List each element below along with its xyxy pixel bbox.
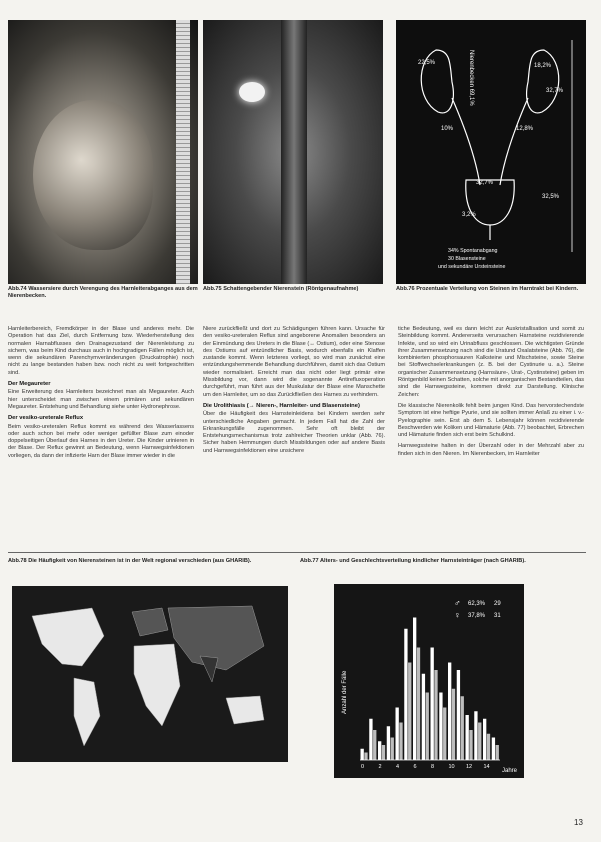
legend-male-count: 29 [494,601,501,607]
bar-female-4 [399,723,402,761]
right-kidney [527,50,559,113]
bar-female-14 [487,734,490,760]
bar-female-12 [469,730,472,760]
bar-male-5 [404,629,407,760]
vertical-label: Nierenbecken 69,1% [468,50,474,106]
bar-male-3 [387,726,390,760]
bottom-note-1: 34% Spontanabgang [448,248,498,254]
bar-male-13 [474,711,477,760]
paragraph: Harnleiterbereich, Fremdkörper in der Blase und anderes mehr. Die Operation hat das Ziel, durch Entfernung bzw. Wiederherstellung des normalen Harnabflusses den Drainagezustand der Nierenleistung zu sichern, was beim Kind durchaus auch in hochgradigen Fällen möglich ist, wenn die sekundären Parenchymveränderungen (Druckatrophie) noch nicht zu lange bestanden haben bzw. noch nicht zu weit fortgeschritten sind. [8,326,194,376]
bar-female-13 [478,723,481,761]
bar-male-4 [396,708,399,761]
paragraph: Die klassische Nierenkolik fehlt beim jungen Kind. Das hervorstechendste Symptom ist eine heftige Pyurie, und sie sollten immer Anlaß zu einer i. v.-Pyelographie sein. Erst ab dem 5. Lebensjahr können recidivierende Beschwerden wie Koliken und Hämaturie (Abb. 77) beobachtet, Erbrechen und Hämaturie finden sich erst beim Schulkind. [398,402,584,439]
x-axis-label: Jahre [502,768,518,774]
bottom-note-3: und sekundäre Ursteinsteine [438,264,506,270]
x-tick-label: 14 [483,764,490,770]
australia [226,696,264,724]
paragraph: Beim vesiko-ureteralen Reflux kommt es während des Wasserlassens oder auch schon bei mehr oder weniger gefüllter Blase zum einoder doppelseitigen Überlauf des Harnes in den Ureter. Die Kinder urinieren in der Blase. Der Reflux gewinnt an Bedeutung, wenn Harnwegsinfektionen vorliegen, da dann der infizierte Harn der Blase immer wieder in die [8,423,194,459]
bar-male-15 [492,738,495,761]
bladder-pct: 32,7% [476,180,494,186]
text-column-1 [8,326,194,464]
spine-shadow [281,20,307,284]
north-america [32,608,104,666]
page-number: 13 [574,818,583,827]
urinary-tract-diagram [396,20,586,284]
bar-female-6 [417,648,420,761]
fig76-caption: Abb.76 Prozentuale Verteilung von Steinen im Harntrakt bei Kindern. [396,286,579,292]
bar-female-10 [452,689,455,760]
legend-male-symbol: ♂ [454,598,461,608]
bar-male-14 [483,719,486,760]
section-heading: Die Urolithiasis (→ Nieren-, Harnleiter- und Blasensteine) [203,402,360,409]
europe [132,608,168,636]
left-ureter [452,98,480,185]
x-tick-label: 12 [466,764,473,770]
kidney-stone [239,82,265,102]
side-bladder-pct: 32,5% [542,194,560,200]
legend-female [454,610,501,620]
age-sex-bar-chart [334,584,524,778]
right-ureter [500,98,528,185]
text-column-2 [203,326,385,459]
bar-male-10 [448,663,451,761]
fig78-caption: Abb.78 Die Häufigkeit von Nierensteinen ist in der Welt regional verschieden (aus GHARIB). [8,558,252,564]
bar-female-9 [443,708,446,761]
bar-male-7 [422,674,425,760]
paragraph: Harnwegssteine halten in der Überzahl oder in der Mehrzahl aber zu finden sich in den Nieren. Im Nierenbecken, im Harnleiter [398,443,584,457]
paragraph: Eine Erweiterung des Harnleiters bezeichnet man als Megaureter. Auch hier unterscheidet man zwischen einem primären und sekundären Megaureter. Entstehung und Behandlung siehe unter Hydronephrose. [8,389,194,410]
x-tick-label: 10 [448,764,455,770]
x-tick-label: 2 [378,764,382,770]
bar-male-6 [413,618,416,761]
fig74-caption: Abb.74 Wassersiere durch Verengung des Harnleiterabganges aus dem Nierenbecken. [8,286,198,299]
section-heading: Der Megaureter [8,381,51,388]
bar-female-1 [373,730,376,760]
bar-female-15 [496,745,499,760]
bar-female-8 [434,670,437,760]
bar-female-5 [408,663,411,761]
bladder [466,180,514,225]
paragraph: Niere zurückfließt und dort zu Schädigungen führen kann. Ursache für den vesiko-ureteralen Reflux sind angeborene Anomalien besonders an der Einmündung des Ureters in die Blase (↔ Ostium), oder eine Stenose des Ostiums auf entzündlicher Basis, wodurch ebenfalls ein Klaffen zustande kommt. Wenn letzteres vorliegt, so wird man zunächst eine entzündungshemmende Behandlung durchführen, damit sich das Ostium wieder normalisiert. Erreicht man das nicht oder liegt primär eine Missbildung vor, dann wird die sogenannte Antirefluxoperation durchgeführt, man führt aus der Muskulatur der Blase eine Manschette um den Harnleiter, um so das Zurückfließen des Harnes zu verhindern. [203,326,385,398]
paragraph: tiche Bedeutung, weil es dann leicht zur Auskristallisation und somit zu Steinbildung kommt. Andererseits verursachen Harnsteine rezidivierende Infekte, und so wird ein Urinabfluss geschlossen. Die wichtigsten Gründe ihrer Zusammensetzung nach sind die Uratund Oxalatsteine (Abb. 76), die kombinierten phosphorsauren Kalksteine und Mischsteine, sowie Steine bei Stoffwechselerkrankungen (z. B. bei der Cystinurie u. a.). Steine organischer Zusammensetzung (Harnsäure-, Urat-, Cystinsteine) geben im Röntgenbild keinen Schatten, solche mit anorganischen Bestandteilen, das sind die Harnwegssteine, kommen direkt zur Darstellung. Klinische Zeichen: [398,326,584,398]
bar-male-11 [457,670,460,760]
fig74-photo [8,20,198,284]
left-kidney-pct: 22,5% [418,60,436,66]
fig75-xray [203,20,383,284]
x-tick-label: 4 [396,764,400,770]
legend-female-pct: 37,8% [468,613,486,619]
section-heading: Der vesiko-ureterale Reflux [8,415,84,422]
fig77-chart [334,584,524,778]
africa [134,644,180,726]
kidney-specimen [33,100,153,250]
right-outer-pct: 32,7% [546,88,564,94]
bottom-note-2: 30 Blasensteine [448,256,486,262]
legend-male [454,598,501,608]
x-tick-label: 0 [361,764,365,770]
bar-female-0 [364,753,367,761]
y-axis-label: Anzahl der Fälle [342,670,348,714]
bar-female-3 [391,738,394,761]
fig76-diagram [396,20,586,284]
bar-male-0 [361,749,364,760]
text-column-3 [398,326,584,462]
x-tick-label: 6 [413,764,417,770]
x-tick-label: 8 [431,764,435,770]
bar-female-11 [461,696,464,760]
legend-female-symbol: ♀ [454,610,461,620]
bar-male-8 [431,648,434,761]
legend-female-count: 31 [494,613,501,619]
urethra-pct: 3,2% [462,212,476,218]
bar-male-1 [369,719,372,760]
fig75-caption: Abb.75 Schattengebender Nierenstein (Röntgenaufnahme) [203,286,359,292]
section-divider [8,552,586,553]
left-ureter-pct: 10% [441,126,454,132]
fig78-worldmap [12,586,288,762]
ruler [176,20,190,284]
bar-male-12 [466,715,469,760]
right-kidney-pct: 18,2% [534,63,552,69]
fig77-caption: Abb.77 Alters- und Geschlechtsverteilung kindlicher Harnsteinträger (nach GHARIB). [300,558,526,564]
india [200,656,218,682]
right-ureter-pct: 12,8% [516,126,534,132]
world-map [12,586,288,762]
legend-male-pct: 62,3% [468,601,486,607]
south-america [74,678,100,746]
bar-female-7 [426,693,429,761]
bar-male-9 [439,693,442,761]
paragraph: Über die Häufigkeit des Harnsteinleidens bei Kindern werden sehr unterschiedliche Angaben gemacht. In jedem Fall hat die Zahl der Erkrankungsfälle zugenommen. Sehr oft bleibt der Entstehungsmechanismus trotz zahlreicher Theorien unklar (Abb. 76). Sicher haben Hemmungen durch Missbildungen oder auf andere Basis und Harnwegsinfektionen eine unsichere [203,411,385,454]
bar-male-2 [378,741,381,760]
bar-female-2 [382,745,385,760]
